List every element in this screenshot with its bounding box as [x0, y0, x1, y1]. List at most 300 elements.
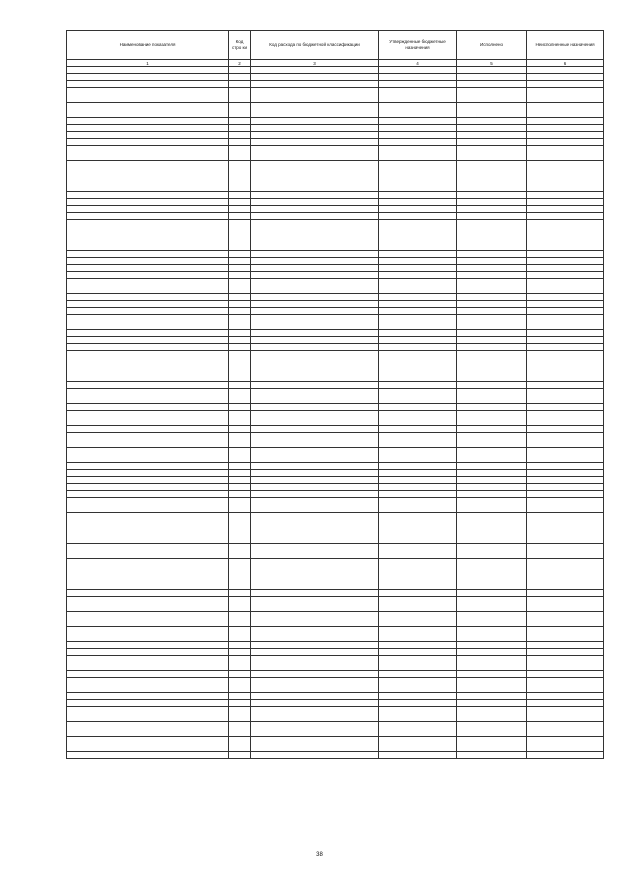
table-cell: [251, 294, 379, 301]
table-cell: [379, 707, 457, 722]
table-cell: [457, 258, 527, 265]
table-cell: [527, 389, 604, 404]
table-cell: [527, 132, 604, 139]
table-row: [67, 279, 604, 294]
table-cell: [67, 337, 229, 344]
table-cell: [67, 88, 229, 103]
table-row: [67, 103, 604, 118]
table-cell: [527, 700, 604, 707]
table-cell: [457, 161, 527, 192]
table-cell: [229, 382, 251, 389]
table-row: [67, 491, 604, 498]
table-cell: [67, 161, 229, 192]
table-row: [67, 448, 604, 463]
table-cell: [251, 206, 379, 213]
table-cell: [379, 559, 457, 590]
table-cell: [251, 192, 379, 199]
table-row: [67, 294, 604, 301]
table-cell: [379, 389, 457, 404]
table-cell: [251, 213, 379, 220]
col-header-line-code: Код стро ки: [229, 31, 251, 60]
table-cell: [527, 213, 604, 220]
table-cell: [229, 74, 251, 81]
table-cell: [379, 294, 457, 301]
table-cell: [67, 656, 229, 671]
table-cell: [251, 597, 379, 612]
table-cell: [251, 484, 379, 491]
table-row: [67, 411, 604, 426]
table-cell: [67, 707, 229, 722]
table-cell: [67, 272, 229, 279]
table-cell: [229, 752, 251, 759]
table-cell: [527, 627, 604, 642]
table-cell: [457, 513, 527, 544]
table-cell: [379, 213, 457, 220]
table-cell: [229, 315, 251, 330]
table-cell: [527, 125, 604, 132]
table-cell: [527, 448, 604, 463]
table-cell: [457, 404, 527, 411]
table-cell: [527, 272, 604, 279]
table-cell: [67, 544, 229, 559]
table-cell: [67, 199, 229, 206]
table-cell: [229, 477, 251, 484]
table-cell: [527, 470, 604, 477]
table-cell: [229, 700, 251, 707]
table-cell: [527, 513, 604, 544]
table-cell: [457, 103, 527, 118]
table-cell: [67, 74, 229, 81]
col-header-indicator: Наименование показателя: [67, 31, 229, 60]
table-cell: [379, 544, 457, 559]
table-cell: [67, 344, 229, 351]
table-cell: [527, 707, 604, 722]
table-row: [67, 463, 604, 470]
table-cell: [457, 67, 527, 74]
table-cell: [527, 146, 604, 161]
table-cell: [229, 344, 251, 351]
table-cell: [379, 146, 457, 161]
col-number: 2: [229, 60, 251, 67]
table-cell: [379, 67, 457, 74]
table-cell: [229, 192, 251, 199]
table-row: [67, 74, 604, 81]
table-cell: [457, 627, 527, 642]
table-row: [67, 470, 604, 477]
table-cell: [251, 258, 379, 265]
table-cell: [527, 279, 604, 294]
table-cell: [251, 330, 379, 337]
table-row: [67, 337, 604, 344]
table-cell: [457, 308, 527, 315]
table-cell: [67, 411, 229, 426]
table-cell: [251, 344, 379, 351]
table-cell: [527, 411, 604, 426]
table-cell: [251, 612, 379, 627]
page-number: 38: [316, 852, 323, 858]
table-row: [67, 597, 604, 612]
table-cell: [251, 752, 379, 759]
table-cell: [67, 213, 229, 220]
table-cell: [251, 411, 379, 426]
table-cell: [457, 597, 527, 612]
table-cell: [67, 484, 229, 491]
table-cell: [251, 382, 379, 389]
col-header-unexecuted: Неисполненные назначения: [527, 31, 604, 60]
table-cell: [379, 315, 457, 330]
table-row: [67, 544, 604, 559]
table-row: [67, 206, 604, 213]
table-cell: [229, 146, 251, 161]
table-row: [67, 220, 604, 251]
table-cell: [229, 337, 251, 344]
table-cell: [527, 484, 604, 491]
table-cell: [67, 125, 229, 132]
table-cell: [229, 103, 251, 118]
table-row: [67, 656, 604, 671]
table-cell: [457, 351, 527, 382]
table-cell: [251, 498, 379, 513]
table-cell: [251, 559, 379, 590]
table-cell: [379, 330, 457, 337]
table-cell: [67, 251, 229, 258]
table-cell: [229, 81, 251, 88]
budget-execution-table: [66, 30, 604, 759]
table-cell: [251, 139, 379, 146]
table-cell: [457, 382, 527, 389]
table-row: [67, 308, 604, 315]
col-number: 5: [457, 60, 527, 67]
table-cell: [379, 649, 457, 656]
table-cell: [527, 693, 604, 700]
table-cell: [379, 258, 457, 265]
table-cell: [229, 649, 251, 656]
table-cell: [527, 656, 604, 671]
table-cell: [457, 294, 527, 301]
table-cell: [527, 161, 604, 192]
table-cell: [67, 81, 229, 88]
table-cell: [457, 81, 527, 88]
table-row: [67, 590, 604, 597]
table-cell: [457, 649, 527, 656]
table-cell: [229, 491, 251, 498]
table-row: [67, 146, 604, 161]
table-cell: [457, 74, 527, 81]
table-cell: [251, 161, 379, 192]
table-cell: [251, 118, 379, 125]
table-cell: [379, 220, 457, 251]
table-cell: [527, 433, 604, 448]
table-cell: [229, 678, 251, 693]
table-cell: [379, 752, 457, 759]
table-row: [67, 671, 604, 678]
table-cell: [527, 220, 604, 251]
table-cell: [527, 351, 604, 382]
table-cell: [527, 678, 604, 693]
table-cell: [229, 220, 251, 251]
table-cell: [379, 678, 457, 693]
table-cell: [67, 612, 229, 627]
table-cell: [251, 74, 379, 81]
table-cell: [379, 404, 457, 411]
table-cell: [251, 737, 379, 752]
col-header-executed: Исполнено: [457, 31, 527, 60]
table-cell: [379, 612, 457, 627]
table-cell: [251, 448, 379, 463]
table-cell: [251, 627, 379, 642]
table-cell: [229, 597, 251, 612]
table-cell: [67, 752, 229, 759]
table-cell: [229, 513, 251, 544]
table-cell: [457, 301, 527, 308]
table-cell: [251, 251, 379, 258]
table-row: [67, 513, 604, 544]
table-cell: [229, 161, 251, 192]
budget-report-page: [66, 30, 603, 759]
table-cell: [67, 463, 229, 470]
table-cell: [457, 484, 527, 491]
table-cell: [229, 470, 251, 477]
table-cell: [229, 279, 251, 294]
table-cell: [457, 139, 527, 146]
table-cell: [457, 330, 527, 337]
table-cell: [527, 308, 604, 315]
table-cell: [67, 315, 229, 330]
table-row: [67, 351, 604, 382]
table-cell: [527, 330, 604, 337]
table-cell: [229, 213, 251, 220]
table-row: [67, 382, 604, 389]
table-cell: [457, 411, 527, 426]
table-cell: [67, 103, 229, 118]
table-cell: [527, 251, 604, 258]
table-cell: [67, 590, 229, 597]
table-cell: [457, 199, 527, 206]
table-row: [67, 612, 604, 627]
table-cell: [379, 513, 457, 544]
table-cell: [527, 491, 604, 498]
table-cell: [67, 301, 229, 308]
table-cell: [527, 294, 604, 301]
table-cell: [251, 351, 379, 382]
table-cell: [67, 279, 229, 294]
table-cell: [527, 671, 604, 678]
table-cell: [457, 737, 527, 752]
table-cell: [379, 199, 457, 206]
table-row: [67, 67, 604, 74]
table-cell: [527, 301, 604, 308]
table-cell: [379, 192, 457, 199]
table-cell: [229, 132, 251, 139]
table-cell: [229, 330, 251, 337]
table-cell: [457, 491, 527, 498]
table-cell: [379, 656, 457, 671]
table-cell: [457, 251, 527, 258]
table-cell: [527, 88, 604, 103]
table-cell: [67, 597, 229, 612]
table-cell: [67, 382, 229, 389]
table-cell: [229, 272, 251, 279]
table-cell: [379, 477, 457, 484]
table-cell: [457, 433, 527, 448]
table-cell: [379, 337, 457, 344]
table-cell: [251, 477, 379, 484]
table-cell: [379, 118, 457, 125]
table-cell: [457, 590, 527, 597]
table-cell: [527, 752, 604, 759]
table-cell: [457, 220, 527, 251]
table-row: [67, 752, 604, 759]
table-row: [67, 251, 604, 258]
table-cell: [251, 272, 379, 279]
table-cell: [527, 559, 604, 590]
table-cell: [379, 344, 457, 351]
table-row: [67, 88, 604, 103]
table-cell: [229, 411, 251, 426]
table-cell: [379, 382, 457, 389]
table-cell: [229, 389, 251, 404]
table-cell: [67, 559, 229, 590]
col-number: 4: [379, 60, 457, 67]
table-cell: [527, 404, 604, 411]
table-cell: [379, 448, 457, 463]
table-cell: [379, 463, 457, 470]
table-cell: [379, 272, 457, 279]
table-cell: [251, 649, 379, 656]
table-cell: [251, 700, 379, 707]
table-cell: [67, 206, 229, 213]
table-cell: [527, 258, 604, 265]
table-row: [67, 213, 604, 220]
table-cell: [229, 351, 251, 382]
table-cell: [379, 139, 457, 146]
table-row: [67, 649, 604, 656]
table-cell: [251, 389, 379, 404]
table-cell: [251, 404, 379, 411]
table-cell: [229, 301, 251, 308]
table-cell: [67, 722, 229, 737]
table-cell: [457, 612, 527, 627]
table-cell: [67, 448, 229, 463]
table-cell: [457, 752, 527, 759]
table-cell: [457, 656, 527, 671]
table-cell: [379, 265, 457, 272]
table-cell: [527, 103, 604, 118]
table-row: [67, 330, 604, 337]
table-cell: [527, 118, 604, 125]
table-cell: [251, 470, 379, 477]
table-cell: [251, 146, 379, 161]
table-cell: [379, 74, 457, 81]
table-cell: [229, 544, 251, 559]
table-cell: [229, 642, 251, 649]
table-cell: [67, 498, 229, 513]
table-cell: [251, 132, 379, 139]
table-row: [67, 722, 604, 737]
column-number-row: [67, 60, 604, 67]
table-cell: [67, 433, 229, 448]
table-cell: [251, 707, 379, 722]
table-cell: [251, 308, 379, 315]
table-cell: [457, 693, 527, 700]
table-row: [67, 707, 604, 722]
table-cell: [229, 693, 251, 700]
table-cell: [457, 315, 527, 330]
table-cell: [67, 491, 229, 498]
table-cell: [229, 258, 251, 265]
table-cell: [67, 258, 229, 265]
table-cell: [379, 308, 457, 315]
table-cell: [229, 722, 251, 737]
table-cell: [527, 344, 604, 351]
table-cell: [457, 389, 527, 404]
table-cell: [251, 279, 379, 294]
table-cell: [67, 192, 229, 199]
table-cell: [251, 220, 379, 251]
table-row: [67, 161, 604, 192]
table-cell: [379, 671, 457, 678]
table-cell: [457, 559, 527, 590]
table-cell: [527, 315, 604, 330]
table-cell: [67, 118, 229, 125]
table-cell: [527, 192, 604, 199]
table-cell: [379, 484, 457, 491]
table-cell: [379, 470, 457, 477]
table-cell: [457, 132, 527, 139]
table-cell: [67, 693, 229, 700]
table-cell: [67, 389, 229, 404]
table-cell: [379, 426, 457, 433]
table-cell: [229, 426, 251, 433]
table-cell: [67, 404, 229, 411]
table-cell: [229, 139, 251, 146]
table-row: [67, 627, 604, 642]
table-cell: [379, 251, 457, 258]
table-row: [67, 678, 604, 693]
table-cell: [379, 206, 457, 213]
table-cell: [457, 125, 527, 132]
table-row: [67, 700, 604, 707]
table-cell: [379, 700, 457, 707]
table-cell: [379, 161, 457, 192]
table-cell: [251, 656, 379, 671]
table-cell: [67, 426, 229, 433]
table-cell: [457, 118, 527, 125]
table-cell: [457, 279, 527, 294]
table-row: [67, 125, 604, 132]
table-cell: [379, 491, 457, 498]
table-cell: [251, 544, 379, 559]
table-cell: [67, 308, 229, 315]
table-cell: [457, 477, 527, 484]
table-cell: [379, 627, 457, 642]
table-cell: [251, 642, 379, 649]
table-cell: [527, 206, 604, 213]
table-cell: [527, 463, 604, 470]
table-cell: [457, 678, 527, 693]
table-cell: [67, 67, 229, 74]
table-row: [67, 118, 604, 125]
table-cell: [229, 737, 251, 752]
table-row: [67, 315, 604, 330]
table-cell: [251, 513, 379, 544]
table-cell: [251, 693, 379, 700]
table-cell: [67, 470, 229, 477]
table-cell: [251, 103, 379, 118]
table-row: [67, 404, 604, 411]
table-cell: [527, 612, 604, 627]
table-cell: [527, 199, 604, 206]
